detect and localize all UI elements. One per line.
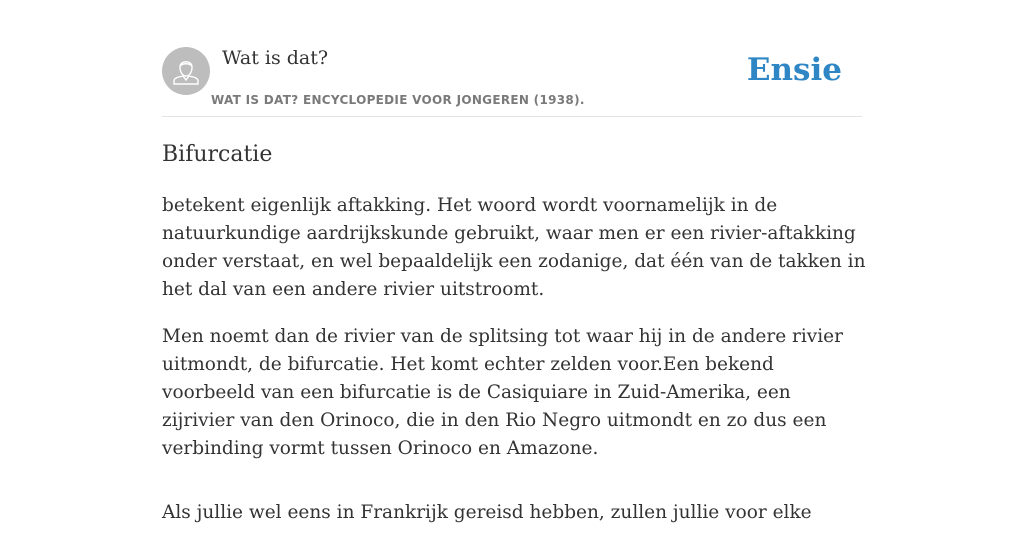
source-subtitle: WAT IS DAT? ENCYCLOPEDIE VOOR JONGEREN (1938). (211, 93, 585, 107)
article-paragraph: Men noemt dan de rivier van de splitsing tot waar hij in de andere rivier uitmondt, de bifurcatie. Het komt echter zelden voor.Een bekend voorbeeld van een bifurcatie is de Casiquiare in Zuid-Amerika, een zijrivier van den Orinoco, die in den Rio Negro uitmondt en zo dus een verbinding vormt tussen Orinoco en Amazone. (162, 326, 843, 459)
source-name-link[interactable]: Wat is dat? (222, 47, 329, 69)
avatar[interactable] (162, 47, 210, 95)
source-header (162, 46, 862, 117)
brand-logo[interactable]: Ensie (746, 52, 842, 88)
page-title: Bifurcatie (162, 142, 273, 167)
user-icon (162, 47, 210, 95)
article-paragraph: betekent eigenlijk aftakking. Het woord wordt voornamelijk in de natuurkundige aardrijkskunde gebruikt, waar men er een rivier-aftakking onder verstaat, en wel bepaaldelijk een zodanige, dat één van de takken in het dal van een andere rivier uitstroomt. (162, 195, 866, 300)
article-paragraph: Als jullie wel eens in Frankrijk gereisd hebben, zullen jullie voor elke (162, 502, 812, 523)
article-body (162, 192, 867, 546)
